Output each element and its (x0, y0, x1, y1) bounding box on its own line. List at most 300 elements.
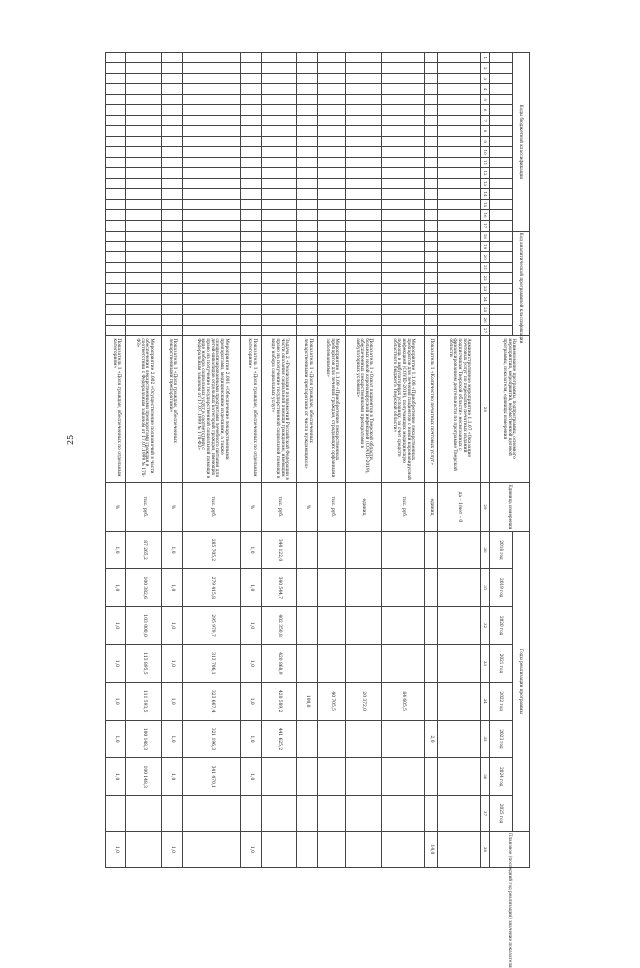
code-cell (317, 304, 345, 314)
code-cell (297, 231, 317, 241)
code-cell (261, 178, 297, 188)
code-cell (437, 147, 480, 157)
code-col-header (490, 147, 513, 157)
code-cell (261, 283, 297, 293)
column-number: 16 (481, 210, 490, 220)
row-base-value: 87 265,2 (126, 531, 162, 569)
code-cell (437, 73, 480, 83)
code-cell (182, 199, 241, 209)
code-col-header (490, 53, 513, 63)
code-cell (297, 168, 317, 178)
code-col-header (490, 157, 513, 167)
code-cell (424, 220, 437, 231)
code-cell (241, 325, 261, 335)
code-cell (317, 168, 345, 178)
row-year-value: 1,0 (106, 682, 126, 720)
code-col-header (490, 115, 513, 125)
code-col-header (490, 63, 513, 73)
code-cell (297, 157, 317, 167)
row-final-value (345, 831, 381, 867)
group-classification: Коды бюджетной классификации (513, 53, 530, 232)
row-final-value (297, 831, 317, 867)
code-cell (241, 189, 261, 199)
code-cell (106, 262, 126, 272)
code-cell (424, 63, 437, 73)
code-cell (297, 53, 317, 63)
row-unit: тыс. руб. (126, 483, 162, 531)
code-cell (261, 73, 297, 83)
code-cell (241, 115, 261, 125)
code-cell (261, 315, 297, 325)
code-cell (381, 105, 424, 115)
code-cell (162, 105, 182, 115)
code-cell (424, 136, 437, 146)
code-cell (345, 273, 381, 283)
code-cell (106, 105, 126, 115)
row-year-value (437, 796, 480, 832)
row-unit: % (241, 483, 261, 531)
table-row (162, 53, 182, 868)
group-program-code: Код аналитической программной классификации (513, 231, 530, 336)
code-cell (106, 220, 126, 231)
row-year-value: 340 544,7 (261, 569, 297, 607)
code-cell (437, 115, 480, 125)
row-unit: тыс. руб. (381, 483, 424, 531)
col-desc-header: Наименование программы, подпрограммы, основного мероприятия, мероприятия, ведомственной целевой программы, показателя, единицы измерения (490, 336, 530, 483)
code-cell (424, 178, 437, 188)
code-cell (182, 210, 241, 220)
row-final-value (182, 831, 241, 867)
code-cell (261, 126, 297, 136)
row-year-value (437, 720, 480, 758)
code-cell (381, 315, 424, 325)
code-cell (345, 220, 381, 231)
code-cell (162, 63, 182, 73)
column-number: 19 (481, 241, 490, 251)
code-cell (126, 84, 162, 94)
code-cell (297, 126, 317, 136)
code-cell (182, 168, 241, 178)
code-cell (126, 53, 162, 63)
code-cell (241, 199, 261, 209)
code-cell (182, 325, 241, 335)
row-year-value (162, 796, 182, 832)
code-cell (162, 115, 182, 125)
row-year-value: 313 706,1 (182, 645, 241, 683)
code-cell (381, 231, 424, 241)
row-year-value (345, 569, 381, 607)
row-final-value: 1,0 (162, 831, 182, 867)
code-cell (261, 273, 297, 283)
code-cell (162, 94, 182, 104)
code-cell (424, 210, 437, 220)
code-cell (261, 294, 297, 304)
code-cell (182, 136, 241, 146)
row-year-value: 279 415,8 (182, 569, 241, 607)
code-cell (381, 53, 424, 63)
row-year-value (182, 796, 241, 832)
row-description: Показатель 1 «Доля граждан, обеспеченных по отдельным категориям» (241, 336, 261, 483)
code-cell (297, 199, 317, 209)
code-col-header (490, 315, 513, 325)
code-cell (345, 189, 381, 199)
code-cell (261, 262, 297, 272)
code-cell (424, 283, 437, 293)
code-cell (437, 325, 480, 335)
code-cell (126, 262, 162, 272)
row-final-value (126, 831, 162, 867)
code-cell (106, 210, 126, 220)
code-cell (182, 115, 241, 125)
code-col-header (490, 199, 513, 209)
row-year-value: 84 605,5 (381, 682, 424, 720)
code-cell (381, 136, 424, 146)
code-cell (162, 325, 182, 335)
code-cell (317, 136, 345, 146)
column-number: 37 (481, 796, 490, 832)
row-year-value: 1,0 (241, 720, 261, 758)
code-cell (126, 94, 162, 104)
row-year-value: 1,0 (106, 607, 126, 645)
code-cell (126, 136, 162, 146)
code-cell (241, 126, 261, 136)
code-cell (345, 136, 381, 146)
code-cell (297, 73, 317, 83)
code-cell (261, 94, 297, 104)
row-year-value: 341 470,1 (182, 758, 241, 796)
code-cell (437, 252, 480, 262)
code-cell (297, 283, 317, 293)
column-number: 11 (481, 157, 490, 167)
code-cell (381, 210, 424, 220)
row-unit: % (106, 483, 126, 531)
code-cell (261, 168, 297, 178)
code-cell (182, 304, 241, 314)
code-cell (297, 304, 317, 314)
col-year-header: 2024 год (490, 758, 513, 796)
col-year-header: 2025 год (490, 796, 513, 832)
code-cell (317, 241, 345, 251)
code-cell (437, 199, 480, 209)
table-row (241, 53, 261, 868)
code-cell (241, 168, 261, 178)
code-cell (317, 115, 345, 125)
row-year-value: 100 382,6 (126, 569, 162, 607)
column-number: 15 (481, 199, 490, 209)
code-cell (297, 94, 317, 104)
column-number: 5 (481, 94, 490, 104)
code-cell (126, 115, 162, 125)
row-year-value (381, 607, 424, 645)
code-cell (345, 283, 381, 293)
row-year-value (437, 607, 480, 645)
column-number: 20 (481, 252, 490, 262)
row-year-value: 1,0 (106, 720, 126, 758)
column-number: 6 (481, 105, 490, 115)
code-col-header (490, 262, 513, 272)
code-cell (424, 168, 437, 178)
code-cell (381, 283, 424, 293)
code-cell (297, 325, 317, 335)
code-cell (106, 283, 126, 293)
code-cell (345, 252, 381, 262)
code-cell (162, 53, 182, 63)
row-year-value (381, 758, 424, 796)
header-row-1 (513, 53, 530, 868)
row-year-value: 113 895,5 (126, 645, 162, 683)
code-cell (261, 220, 297, 231)
code-cell (162, 262, 182, 272)
code-cell (437, 273, 480, 283)
code-cell (424, 84, 437, 94)
row-year-value: 1,0 (162, 758, 182, 796)
row-final-value: 1,0 (106, 831, 126, 867)
code-col-header (490, 189, 513, 199)
code-cell (437, 231, 480, 241)
code-cell (106, 273, 126, 283)
code-cell (345, 262, 381, 272)
row-year-value: 1,0 (162, 682, 182, 720)
code-cell (126, 63, 162, 73)
code-cell (424, 273, 437, 283)
code-cell (317, 105, 345, 115)
code-cell (317, 231, 345, 241)
row-year-value (381, 796, 424, 832)
row-year-value (261, 758, 297, 796)
column-number: 18 (481, 231, 490, 241)
column-number: 3 (481, 73, 490, 83)
code-cell (424, 325, 437, 335)
code-cell (424, 126, 437, 136)
code-cell (345, 231, 381, 241)
code-cell (381, 294, 424, 304)
code-cell (162, 168, 182, 178)
column-number: 22 (481, 273, 490, 283)
code-cell (381, 304, 424, 314)
code-cell (182, 262, 241, 272)
program-table (105, 52, 530, 968)
code-cell (106, 73, 126, 83)
code-cell (261, 63, 297, 73)
row-year-value (424, 796, 437, 832)
code-cell (424, 147, 437, 157)
code-cell (437, 63, 480, 73)
code-cell (345, 294, 381, 304)
code-cell (126, 189, 162, 199)
code-cell (261, 241, 297, 251)
column-number: 17 (481, 220, 490, 231)
code-cell (241, 94, 261, 104)
row-year-value: 103 000,0 (126, 607, 162, 645)
col-base-year-header: 2018 год (490, 531, 513, 569)
code-cell (437, 53, 480, 63)
code-cell (126, 220, 162, 231)
code-cell (424, 94, 437, 104)
row-unit: да – 1/нет – 0 (437, 483, 480, 531)
column-number: 13 (481, 178, 490, 188)
row-final-value: 1,0 (241, 831, 261, 867)
code-cell (424, 315, 437, 325)
code-cell (297, 220, 317, 231)
code-cell (297, 210, 317, 220)
row-year-value (317, 796, 345, 832)
code-cell (297, 105, 317, 115)
code-cell (182, 105, 241, 115)
col-unit-header: Единица измерения (490, 483, 530, 531)
row-description: Мероприятие 1.1.09 «Приобретение лекарственных препаратов для лечения граждан, страдающих орфанными заболеваниями» (317, 336, 345, 483)
row-description: Показатель 1 «Доля граждан, обеспеченных лекарственными препаратами» (162, 336, 182, 483)
code-cell (345, 315, 381, 325)
code-cell (126, 231, 162, 241)
row-year-value (424, 569, 437, 607)
code-cell (317, 73, 345, 83)
code-col-header (490, 283, 513, 293)
row-unit: единиц (345, 483, 381, 531)
code-cell (162, 315, 182, 325)
code-col-header (490, 220, 513, 231)
code-cell (162, 304, 182, 314)
code-cell (381, 84, 424, 94)
column-number: 30 (481, 531, 490, 569)
row-base-value: 1,0 (106, 531, 126, 569)
code-cell (126, 252, 162, 262)
row-description: Мероприятие 2.002 «Осуществление полномочий в части обеспечения лекарственными препаратами граждан в соответствии с Федеральным законом от 17.07.1999 № 178-ФЗ» (126, 336, 162, 483)
code-col-header (490, 252, 513, 262)
code-cell (424, 73, 437, 83)
row-year-value (241, 796, 261, 832)
code-cell (261, 157, 297, 167)
code-cell (437, 136, 480, 146)
row-base-value: 1,0 (162, 531, 182, 569)
code-cell (106, 168, 126, 178)
code-cell (297, 315, 317, 325)
code-cell (424, 231, 437, 241)
row-year-value (345, 758, 381, 796)
code-cell (317, 53, 345, 63)
row-base-value: 285 705,2 (182, 531, 241, 569)
code-col-header (490, 94, 513, 104)
code-cell (162, 147, 182, 157)
code-cell (182, 63, 241, 73)
code-cell (126, 315, 162, 325)
column-number: 24 (481, 294, 490, 304)
row-base-value (381, 531, 424, 569)
row-base-value (424, 531, 437, 569)
table-row (381, 53, 424, 868)
row-description: Мероприятие 2.001 «Обеспечение лекарственными препаратами, медицинскими изделиями, а также специализированными продуктами лечебного питания для детей-инвалидов отдельных категорий граждан, имеющих право на получение государственной социальной помощи в виде набора социальных услуг в соответствии с Федеральным законом от 17.07.1999 № 178-ФЗ» (182, 336, 241, 483)
row-final-value (381, 831, 424, 867)
code-cell (241, 315, 261, 325)
code-cell (241, 63, 261, 73)
code-cell (261, 231, 297, 241)
rotated-table-wrapper (105, 52, 530, 968)
row-year-value (424, 682, 437, 720)
row-year-value (317, 720, 345, 758)
code-cell (381, 189, 424, 199)
code-cell (424, 53, 437, 63)
row-final-value (261, 831, 297, 867)
code-cell (106, 84, 126, 94)
code-cell (126, 199, 162, 209)
code-cell (345, 147, 381, 157)
code-cell (381, 241, 424, 251)
code-cell (106, 241, 126, 251)
row-year-value: 100,0 (297, 682, 317, 720)
code-cell (182, 252, 241, 262)
code-cell (317, 63, 345, 73)
row-base-value: 344 122,0 (261, 531, 297, 569)
row-year-value (106, 796, 126, 832)
code-cell (126, 126, 162, 136)
code-cell (317, 178, 345, 188)
code-col-header (490, 84, 513, 94)
code-cell (162, 157, 182, 167)
row-year-value (437, 645, 480, 683)
row-unit: тыс. руб. (317, 483, 345, 531)
row-description: Показатель 1 «Количество печатных почтовых услуг» (424, 336, 437, 483)
code-cell (381, 126, 424, 136)
code-cell (381, 178, 424, 188)
code-cell (345, 157, 381, 167)
code-col-header (490, 325, 513, 335)
code-col-header (490, 231, 513, 241)
code-cell (162, 231, 182, 241)
code-cell (241, 147, 261, 157)
code-cell (381, 94, 424, 104)
code-cell (345, 73, 381, 83)
row-year-value (317, 645, 345, 683)
code-cell (381, 63, 424, 73)
code-cell (317, 157, 345, 167)
code-cell (182, 283, 241, 293)
row-year-value: 420 589,2 (261, 682, 297, 720)
code-cell (437, 283, 480, 293)
row-year-value (437, 569, 480, 607)
code-cell (437, 84, 480, 94)
code-cell (106, 126, 126, 136)
code-cell (241, 283, 261, 293)
row-final-value (437, 831, 480, 867)
code-cell (424, 262, 437, 272)
code-cell (126, 304, 162, 314)
code-cell (317, 94, 345, 104)
row-year-value: 1,0 (241, 607, 261, 645)
row-description: Показатель 1 «Доля граждан, обеспеченных по отдельным категориям» (106, 336, 126, 483)
code-cell (241, 136, 261, 146)
column-number-row (481, 53, 490, 868)
code-cell (106, 199, 126, 209)
row-year-value (297, 758, 317, 796)
code-cell (381, 147, 424, 157)
code-cell (345, 53, 381, 63)
code-cell (297, 115, 317, 125)
row-year-value (381, 720, 424, 758)
column-number: 34 (481, 682, 490, 720)
code-cell (162, 73, 182, 83)
code-cell (126, 157, 162, 167)
column-number: 12 (481, 168, 490, 178)
table-row (126, 53, 162, 868)
code-cell (297, 252, 317, 262)
code-cell (126, 210, 162, 220)
column-number: 28 (481, 336, 490, 483)
code-cell (424, 241, 437, 251)
code-cell (126, 147, 162, 157)
code-cell (162, 241, 182, 251)
column-number: 10 (481, 147, 490, 157)
row-description: Мероприятие 1.1.08 «Приобретение лекарственных препаратов для лечения пациентов с новой коронавирусной инфекцией (COVID-2019), получающих медицинскую помощь в амбулаторных условиях, за счет средств областного бюджета Тверской области» (381, 336, 424, 483)
column-number: 2 (481, 63, 490, 73)
